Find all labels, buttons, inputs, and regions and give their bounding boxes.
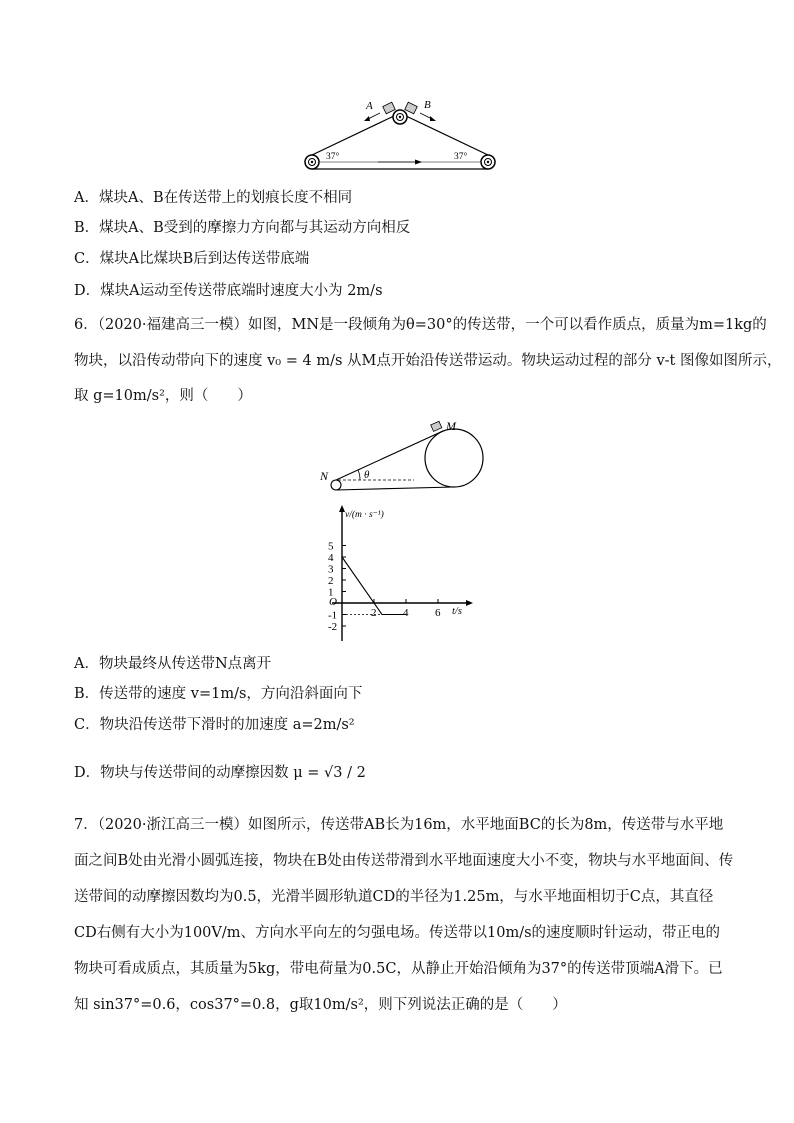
q5-conveyor-figure [300, 95, 500, 175]
q6-option-a: A．物块最终从传送带N点离开 [74, 656, 272, 672]
q5-option-d: D．煤块A运动至传送带底端时速度大小为 2m/s [74, 283, 383, 299]
q6-ticks [328, 541, 441, 634]
q6-incline-figure [312, 418, 492, 498]
y-tick-label: -1 [328, 609, 338, 622]
y-tick-label: 4 [328, 552, 334, 564]
q6-y-axis-label: v/(m · s⁻¹) [345, 510, 384, 520]
q6-origin-label: O [329, 596, 337, 608]
q6-x-axis-label: t/s [452, 606, 462, 617]
velocity-series-line [342, 557, 406, 615]
q6-label-theta: θ [364, 469, 370, 481]
y-tick-label: -2 [328, 621, 338, 633]
q5-option-c: C．煤块A比煤块B后到达传送带底端 [74, 251, 310, 267]
y-tick-label: 5 [328, 540, 334, 553]
q7-text: 7．（2020·浙江高三一模）如图所示，传送带AB长为16m，水平地面BC的长为8m，传送带与水平地面之间B处由光滑小圆弧连接，物块在B处由传送带滑到水平地面速度大小不变，物块与水平地面间、传送带间的动摩擦因数均为0.5，光滑半圆形轨道CD的半径为1.25m，与水平地面相切于C点，其直径CD右侧有大小为100V/m、方向水平向左的匀强电场。传送带以10m/s的速度顺时针运动，带正电的物块可看成质点，其质量为5kg，带电荷量为0.5C，从静止开始沿倾角为37°的传送带顶端A滑下。已知 sin37°=0.6，cos37°=0.8，g取10m/s²，则下列说法正确的是（ ） [74, 817, 734, 1013]
y-tick-label: 3 [328, 563, 334, 576]
q5-angle-left: 37° [326, 152, 340, 162]
y-tick-label: 2 [328, 575, 334, 587]
x-tick-label: 4 [403, 607, 409, 619]
q5-option-b: B．煤块A、B受到的摩擦力方向都与其运动方向相反 [74, 220, 411, 236]
q6-line-2: 物块，以沿传动带向下的速度 v₀ = 4 m/s 从M点开始沿传送带运动。物块运动过程的部分 v-t 图像如图所示， [74, 353, 782, 369]
q5-angle-right: 37° [454, 152, 468, 162]
y-tick-label: 1 [328, 586, 334, 599]
q6-option-b: B．传送带的速度 v=1m/s，方向沿斜面向下 [74, 686, 363, 702]
q6-line-1: 6．（2020·福建高三一模）如图，MN是一段倾角为θ=30°的传送带，一个可以看作质点，质量为m=1kg的 [74, 317, 767, 333]
q6-label-n: N [320, 469, 329, 483]
q6-option-d: D．物块与传送带间的动摩擦因数 μ = √3 / 2 [74, 765, 366, 781]
x-tick-label: 2 [371, 607, 377, 619]
q5-label-b: B [424, 99, 431, 111]
q6-label-m: M [446, 419, 456, 433]
q5-label-a: A [366, 100, 373, 112]
q5-option-a: A．煤块A、B在传送带上的划痕长度不相同 [74, 190, 353, 206]
q6-line-3: 取 g=10m/s²，则（ ） [74, 388, 252, 404]
x-tick-label: 6 [435, 607, 441, 619]
q6-series [342, 557, 406, 615]
q6-vt-graph [318, 505, 478, 645]
q6-option-c: C．物块沿传送带下滑时的加速度 a=2m/s² [74, 717, 355, 733]
